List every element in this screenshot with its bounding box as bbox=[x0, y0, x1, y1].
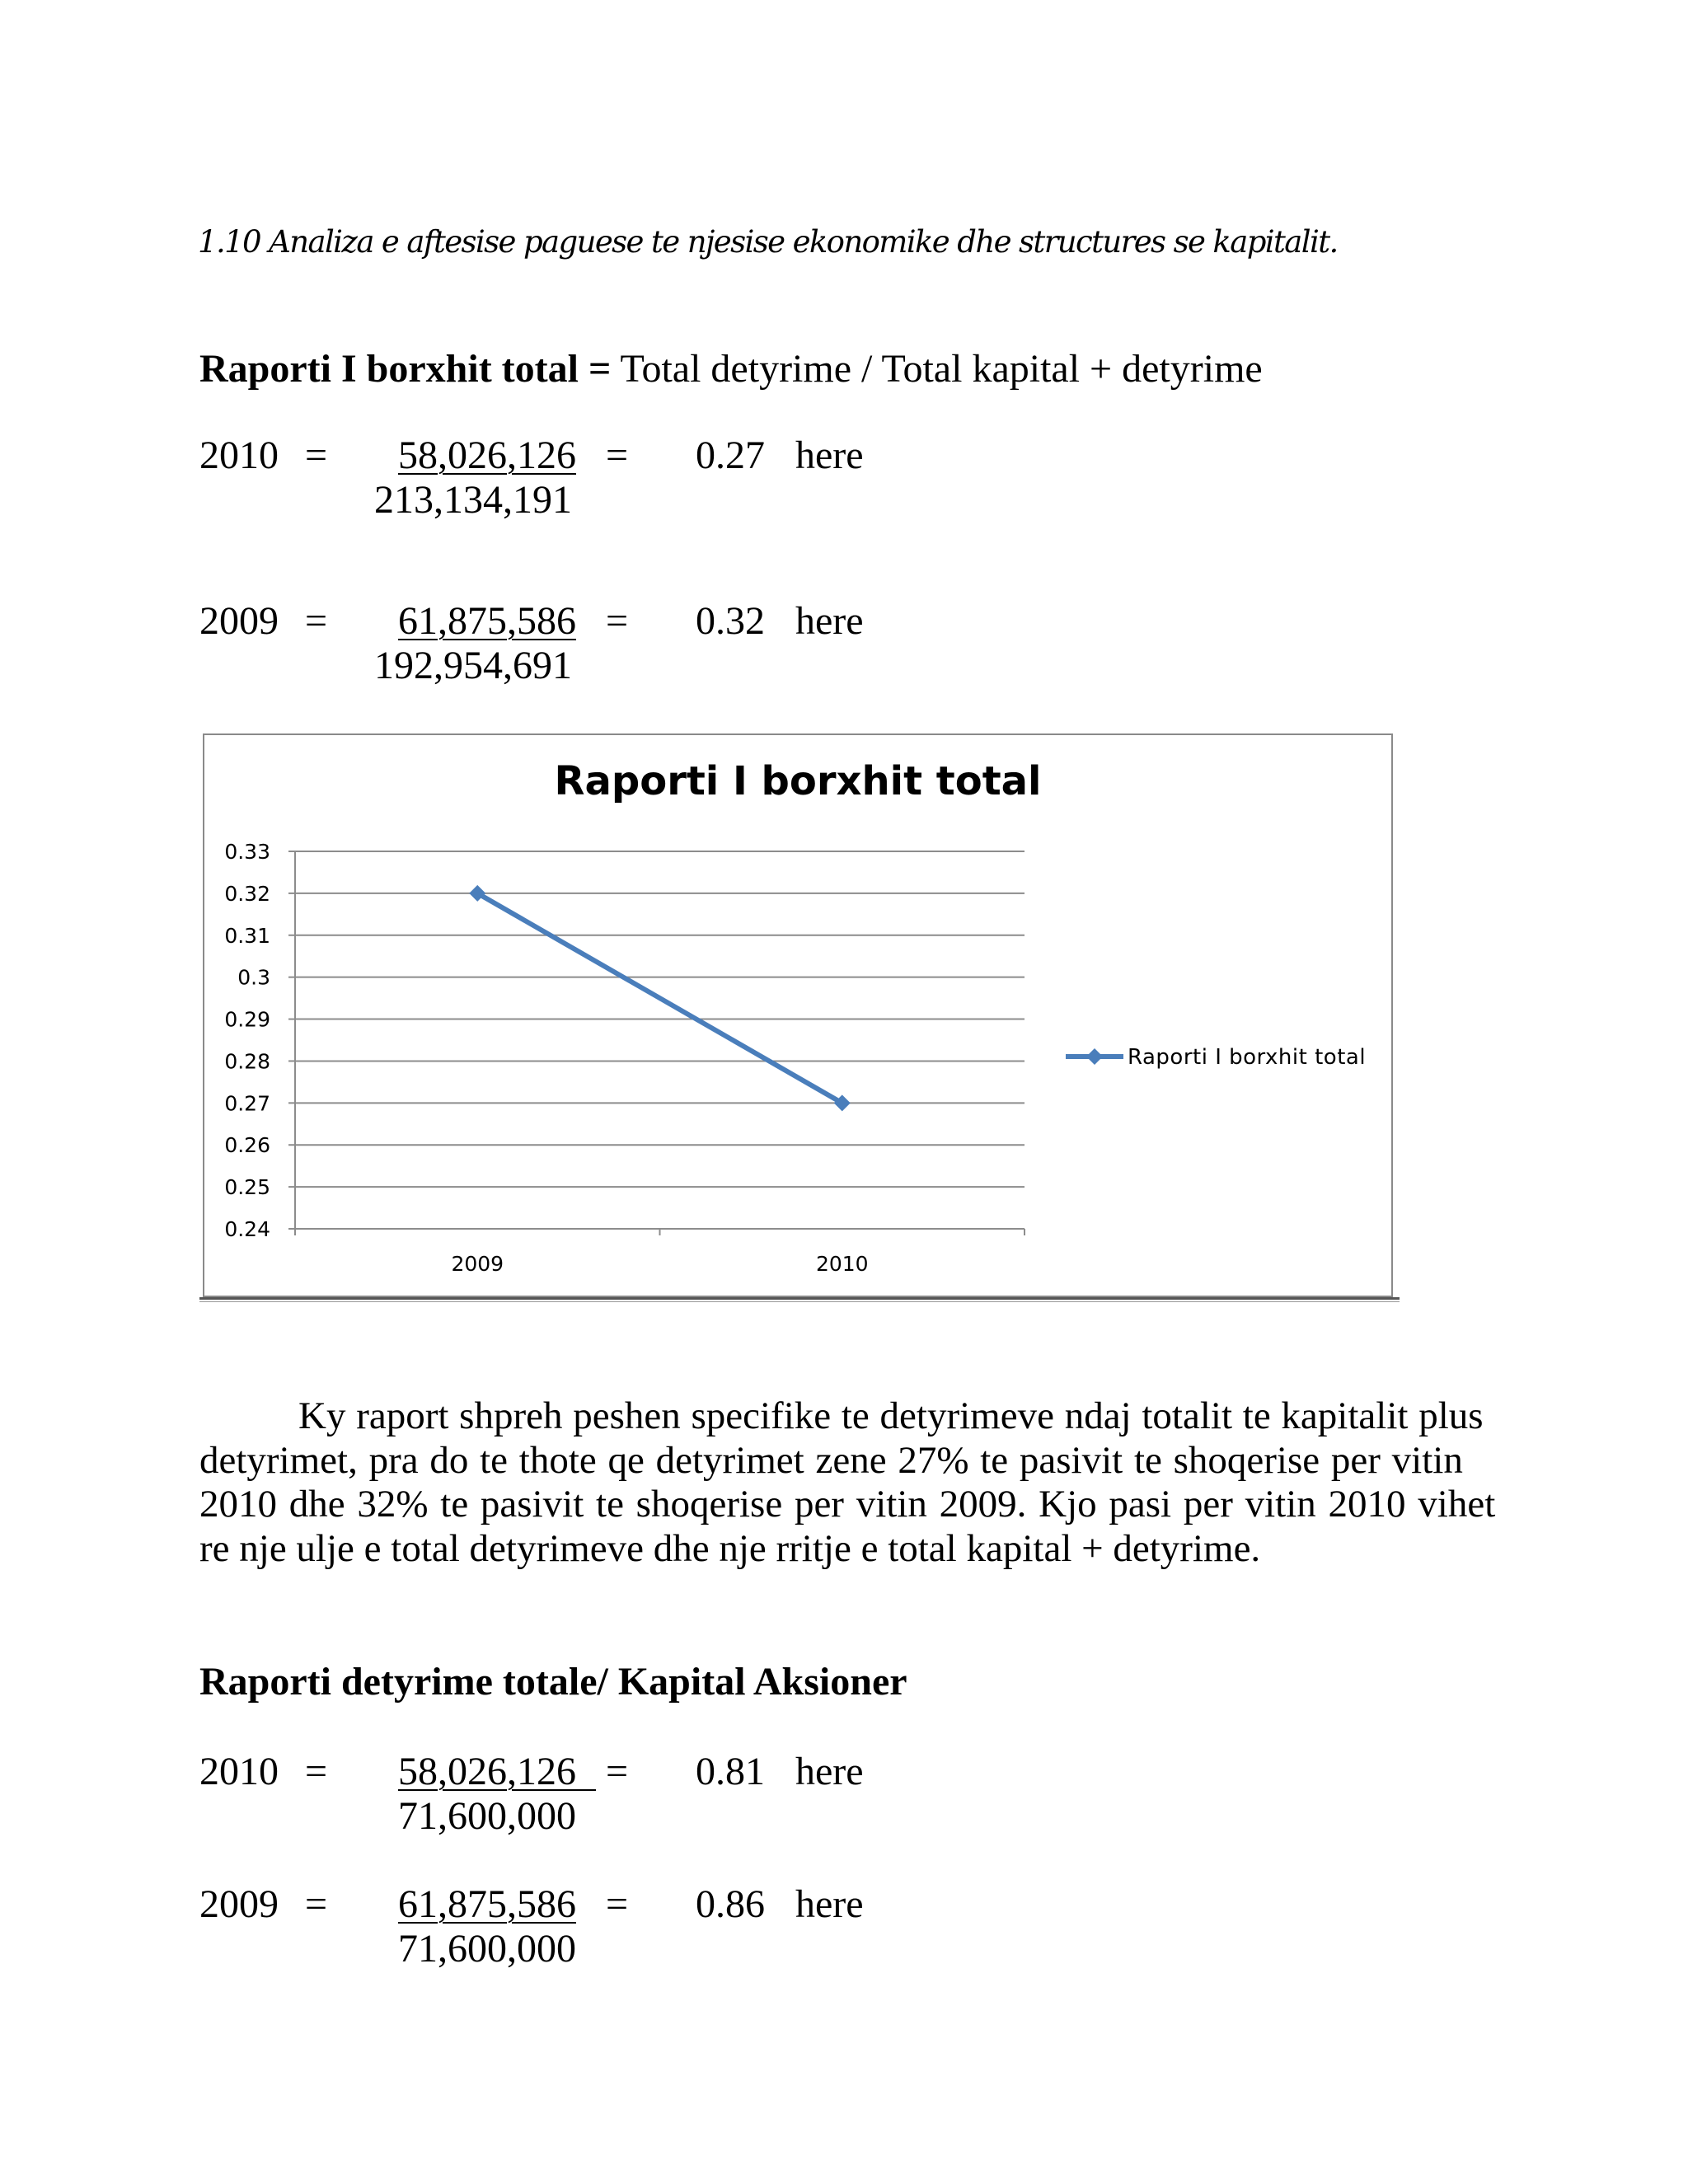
row-result: 0.32 bbox=[696, 599, 765, 643]
ratio1-formula-line bbox=[199, 346, 1263, 392]
chart-title: Raporti I borxhit total bbox=[554, 758, 1042, 804]
chart-bottom-rule bbox=[199, 1297, 1400, 1300]
explanation-paragraph bbox=[199, 1394, 1496, 1571]
ratio1-formula: Total detyrime / Total kapital + detyrime bbox=[611, 347, 1263, 391]
y-tick-label: 0.33 bbox=[224, 840, 270, 864]
row-numerator: 61,875,586 bbox=[398, 1882, 576, 1926]
paragraph-line: 2010 dhe 32% te pasivit te shoqerise per vitin 2009. Kjo pasi per vitin 2010 vihet bbox=[199, 1483, 1496, 1526]
row-equals: = bbox=[305, 1882, 328, 1926]
y-tick-label: 0.24 bbox=[224, 1217, 270, 1241]
row-unit: here bbox=[795, 434, 864, 477]
row-equals: = bbox=[305, 1750, 328, 1793]
row-equals: = bbox=[606, 1882, 629, 1926]
ratio1-title: Raporti I borxhit total = bbox=[199, 347, 612, 391]
row-result: 0.27 bbox=[696, 434, 765, 477]
y-tick-label: 0.25 bbox=[224, 1175, 270, 1200]
row-result: 0.81 bbox=[696, 1750, 765, 1793]
row-equals: = bbox=[606, 599, 629, 643]
chart-frame bbox=[203, 733, 1393, 1297]
row-equals: = bbox=[305, 434, 328, 477]
line-chart bbox=[204, 735, 1391, 1296]
y-tick-label: 0.27 bbox=[224, 1091, 270, 1116]
row-year: 2010 bbox=[199, 434, 279, 477]
paragraph-line: detyrimet, pra do te thote qe detyrimet zene 27% te pasivit te shoqerise per vitin bbox=[199, 1438, 1463, 1482]
x-tick-label: 2010 bbox=[815, 1252, 869, 1276]
row-denominator: 192,954,691 bbox=[374, 644, 572, 687]
y-tick-label: 0.28 bbox=[224, 1049, 270, 1074]
row-unit: here bbox=[795, 599, 864, 643]
ratio2-title: Raporti detyrime totale/ Kapital Aksioner bbox=[199, 1660, 907, 1704]
legend-marker bbox=[1086, 1048, 1103, 1065]
row-result: 0.86 bbox=[696, 1882, 765, 1926]
row-year: 2010 bbox=[199, 1750, 279, 1793]
y-tick-label: 0.29 bbox=[224, 1007, 270, 1032]
paragraph-line: re nje ulje e total detyrimeve dhe nje rritje e total kapital + detyrime. bbox=[199, 1526, 1261, 1570]
row-equals: = bbox=[305, 599, 328, 643]
section-heading: 1.10 Analiza e aftesise paguese te njesise ekonomike dhe structures se kapitalit. bbox=[198, 224, 1338, 260]
row-unit: here bbox=[795, 1750, 864, 1793]
y-tick-label: 0.26 bbox=[224, 1133, 270, 1158]
paragraph-line: Ky raport shpreh peshen specifike te detyrimeve ndaj totalit te kapitalit plus bbox=[298, 1394, 1484, 1437]
row-numerator: 58,026,126 bbox=[398, 434, 576, 477]
row-equals: = bbox=[606, 1750, 629, 1793]
row-denominator: 213,134,191 bbox=[374, 478, 572, 522]
row-equals: = bbox=[606, 434, 629, 477]
y-tick-label: 0.3 bbox=[237, 965, 270, 990]
row-numerator: 61,875,586 bbox=[398, 599, 576, 643]
row-year: 2009 bbox=[199, 599, 279, 643]
y-tick-label: 0.31 bbox=[224, 923, 270, 948]
row-numerator-text: 58,026,126 bbox=[398, 1750, 576, 1793]
x-tick-label: 2009 bbox=[451, 1252, 504, 1276]
legend-label: Raporti I borxhit total bbox=[1128, 1045, 1367, 1070]
row-unit: here bbox=[795, 1882, 864, 1926]
y-tick-label: 0.32 bbox=[224, 881, 270, 906]
row-denominator: 71,600,000 bbox=[398, 1794, 576, 1838]
row-year: 2009 bbox=[199, 1882, 279, 1926]
row-denominator: 71,600,000 bbox=[398, 1927, 576, 1971]
series-line bbox=[477, 893, 842, 1103]
chart-bottom-rule-thin bbox=[199, 1301, 1400, 1302]
